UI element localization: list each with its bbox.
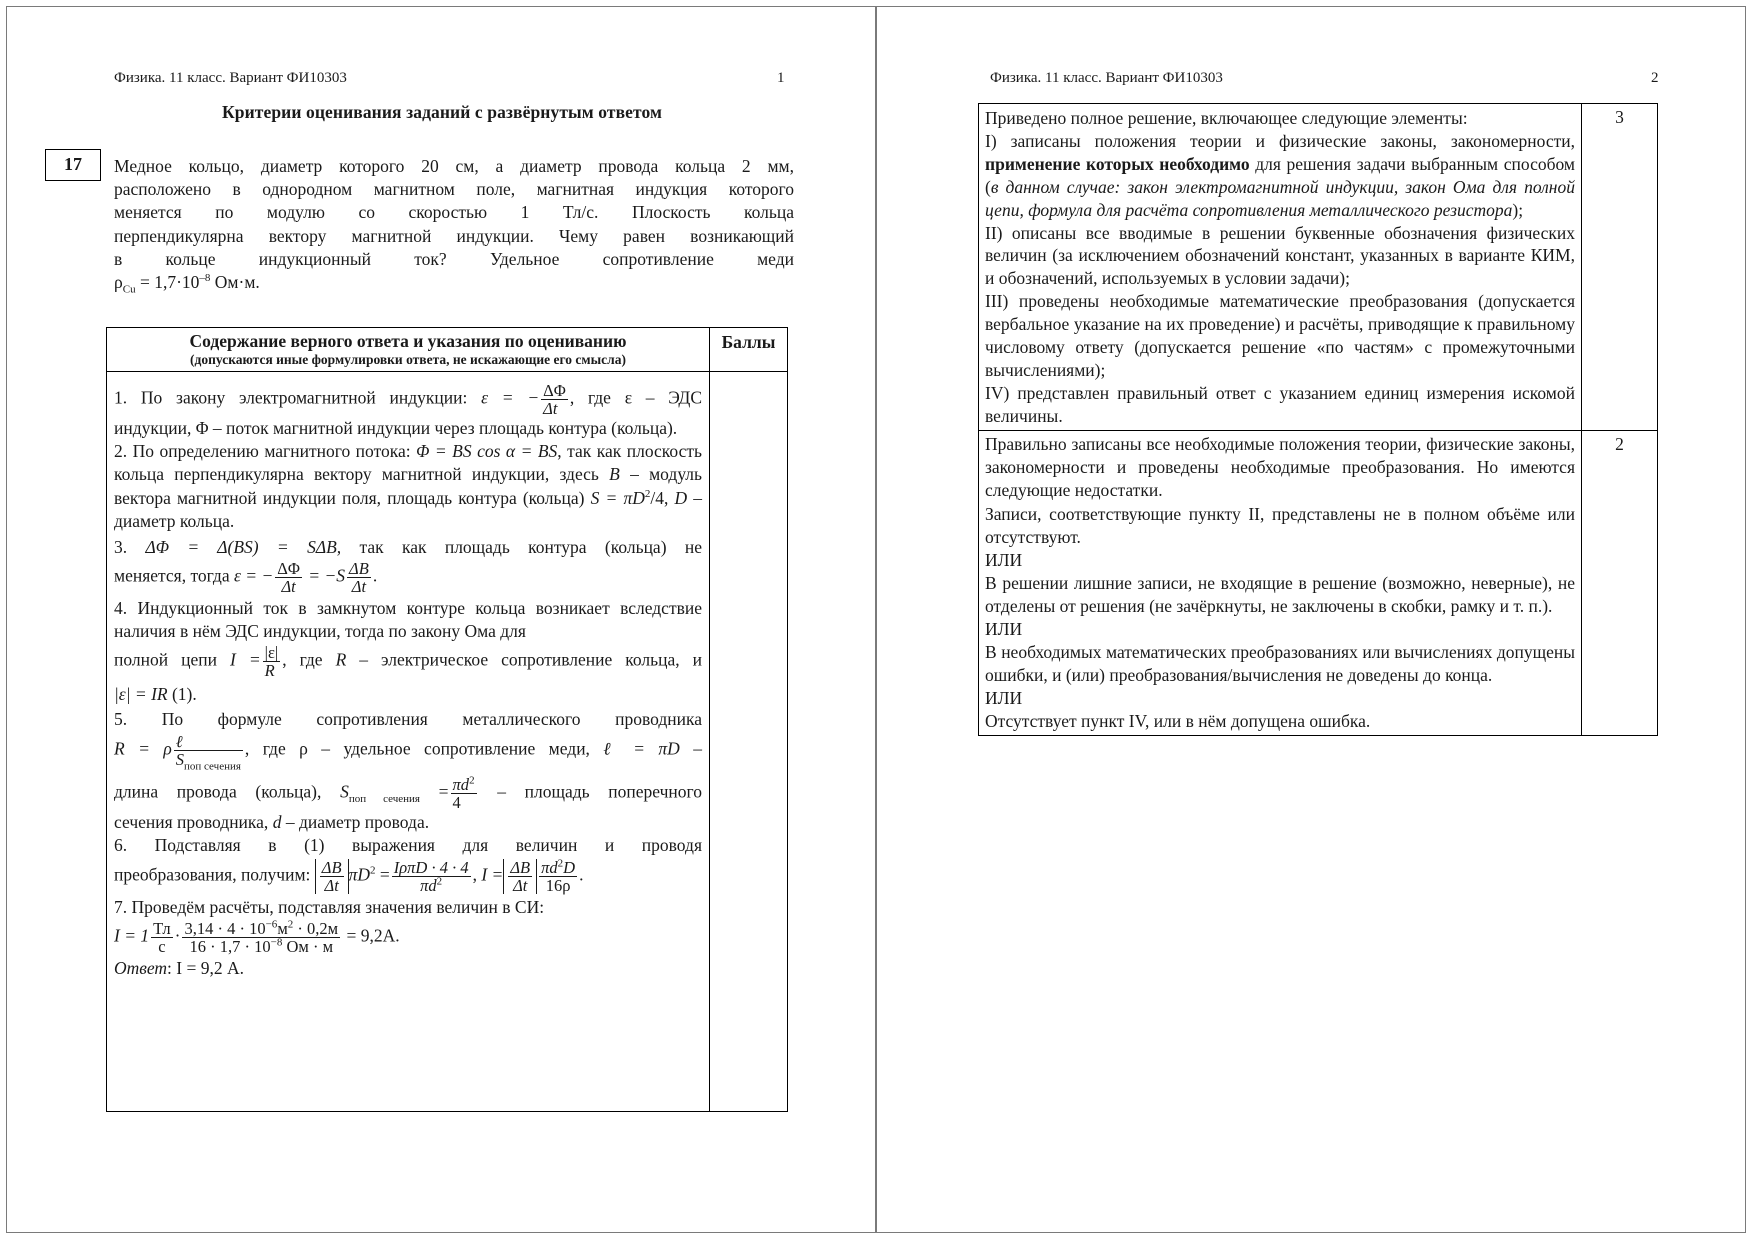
grading-criteria-3	[979, 104, 1582, 431]
page-1	[6, 6, 876, 1233]
solution-step-3-cont: меняется, тогда ε = − $\frac{\Delta\Phi}{\Delta t}$ = −S $\frac{\Delta B}{\Delta t}$ .	[114, 559, 378, 597]
criteria-item-2: II) описаны все вводимые в решении буквенные обозначения физических величин (за исключением обозначений констант, указанных в варианте КИМ, и обозначений, используемых в условии задачи);	[985, 222, 1575, 289]
criteria-shortcoming-b: В решении лишние записи, не входящие в решение (возможно, неверные), не отделены от решения (не зачёркнуты, не заключены в скобки, рамку и т. п.).	[985, 573, 1575, 617]
table-header-row	[107, 328, 788, 372]
solution-step-7-calc: I = 1 $\frac{Тл}{с}$ · $\frac{3,14 \cdot 4 \cdot 10^{-6}м^2 \cdot 0,2м}{16 \cdot 1,7 \cdot 10^{-8} Ом \cdot м}$ = 9,2А.	[114, 918, 400, 956]
header-main-label: Содержание верного ответа и указания по оцениванию	[189, 331, 627, 351]
criteria-or: ИЛИ	[985, 687, 1023, 708]
criteria-shortcoming-c: В необходимых математических преобразованиях или вычислениях допущены ошибки, и (или) преобразования/вычисления не доведены до конца.	[985, 641, 1575, 685]
criteria-shortcoming-d: Отсутствует пункт IV, или в нём допущена ошибка.	[985, 710, 1371, 731]
task-statement	[114, 155, 794, 294]
criteria-or: ИЛИ	[985, 618, 1023, 639]
task-line: в кольце индукционный ток? Удельное сопротивление меди	[114, 248, 794, 269]
solution-step-4-eq1: |ε| = IR (1).	[114, 683, 197, 704]
task-line-rho: $\rho_{Cu} = 1,7\cdot 10^{-8}$ Ом·м.	[114, 272, 260, 296]
page-header-subject: Физика. 11 класс. Вариант ФИ10303	[114, 70, 347, 86]
solution-points-cell	[710, 372, 788, 1112]
criteria-item-3: III) проведены необходимые математические преобразования (допускается вербальное указание на их проведение) и расчёты, приводящие к правильному числовому ответу (допускается решение «по частям» с промежуточными вычислениями);	[985, 291, 1575, 380]
criteria-intro: Приведено полное решение, включающее следующие элементы:	[985, 108, 1468, 128]
table-header-content	[107, 328, 710, 372]
solution-step-4-formula: полной цепи I = $\frac{|\varepsilon|}{R}$ , где R – электрическое сопротивление кольца, и	[114, 642, 703, 680]
page-number: 2	[1651, 70, 1659, 86]
page-2	[876, 6, 1746, 1233]
page-number: 1	[777, 70, 785, 86]
solution-answer: Ответ: I = 9,2 А.	[114, 957, 244, 978]
header-note: (допускаются иные формулировки ответа, не искажающие его смысла)	[190, 352, 626, 367]
solution-step-5-cont: сечения проводника, d – диаметр провода.	[114, 812, 430, 833]
grading-table	[978, 103, 1658, 736]
criteria-item-4: IV) представлен правильный ответ с указанием единиц измерения искомой величины.	[985, 382, 1575, 426]
solution-step-5: 5. По формуле сопротивления металлического проводника	[114, 708, 702, 729]
task-line: перпендикулярна вектору магнитной индукции. Чему равен возникающий	[114, 225, 794, 246]
criteria-intro: Правильно записаны все необходимые положения теории, физические законы, закономерности и проведены необходимые преобразования. Но имеются следующие недостатки.	[985, 433, 1575, 500]
solution-step-1: 1. По закону электромагнитной индукции: ε = − $\frac{\Delta\Phi}{\Delta t}$ , где ε – ЭДС	[114, 381, 703, 418]
solution-step-1-cont: индукции, Φ – поток магнитной индукции через площадь контура (кольца).	[114, 418, 678, 438]
grading-criteria-2	[979, 430, 1582, 736]
page-header-subject: Физика. 11 класс. Вариант ФИ10303	[990, 70, 1223, 86]
criteria-title: Критерии оценивания заданий с развёрнутым ответом	[221, 102, 663, 122]
task-number-box: 17	[45, 149, 101, 181]
points-3: 3	[1582, 104, 1658, 431]
solution-step-2: 2. По определению магнитного потока: Φ = BS cos α = BS, так как плоскость кольца перпендикулярна вектору магнитной индукции, здесь B – модуль вектора магнитной индукции поля, площадь контура (кольца) $S = \pi D^2/4$, D – диаметр кольца.	[114, 441, 703, 531]
header-points: Баллы	[710, 328, 788, 372]
solution-step-3: 3. ΔΦ = Δ(BS) = SΔB, так как площадь контура (кольца) не	[114, 537, 702, 558]
grading-row-3	[979, 104, 1658, 431]
task-line: Медное кольцо, диаметр которого 20 см, а диаметр провода кольца 2 мм,	[114, 156, 794, 176]
solution-step-5-formula: R = ρ $\frac{\text{ℓ}}{S_{поп сечения}}$ , где ρ – удельное сопротивление меди, ℓ = πD –	[114, 732, 702, 773]
solution-table	[106, 327, 788, 1112]
solution-step-6-formula: преобразования, получим: $\frac{\Delta B}{\Delta t}$ $\pi D^2$ = $\frac{\text{IρπD · 4 · 4}}{\pi d^2}$ , I = $\frac{\Delta B}{\Delta t}$ $\frac{\pi d^2D}{16\rho}$ .	[114, 857, 584, 896]
criteria-or: ИЛИ	[985, 550, 1023, 571]
solution-step-5-area: длина провода (кольца), $S_{поп сечения}$ = $\frac{\pi d^2}{4}$ – площадь поперечного	[114, 774, 703, 813]
solution-row	[107, 372, 788, 1112]
solution-step-6: 6. Подставляя в (1) выражения для величин и проводя	[114, 835, 702, 856]
task-line: меняется по модулю со скоростью 1 Тл/с. Плоскость кольца	[114, 202, 794, 223]
task-line: расположено в однородном магнитном поле, магнитная индукция которого	[114, 179, 794, 200]
grading-row-2	[979, 430, 1658, 736]
solution-step-4: 4. Индукционный ток в замкнутом контуре кольца возникает вследствие наличия в нём ЭДС индукции, тогда по закону Ома для	[114, 598, 702, 642]
solution-step-7: 7. Проведём расчёты, подставляя значения величин в СИ:	[114, 897, 545, 918]
solution-cell	[107, 372, 710, 1112]
points-2: 2	[1582, 430, 1658, 736]
criteria-item-1: I) записаны положения теории и физические законы, закономерности, применение которых необходимо для решения задачи выбранным способом (в данном случае: закон электромагнитной индукции, закон Ома для полной цепи, формула для расчёта сопротивления металлического резистора);	[985, 130, 1575, 220]
criteria-shortcoming-a: Записи, соответствующие пункту II, представлены не в полном объёме или отсутствуют.	[985, 504, 1575, 548]
